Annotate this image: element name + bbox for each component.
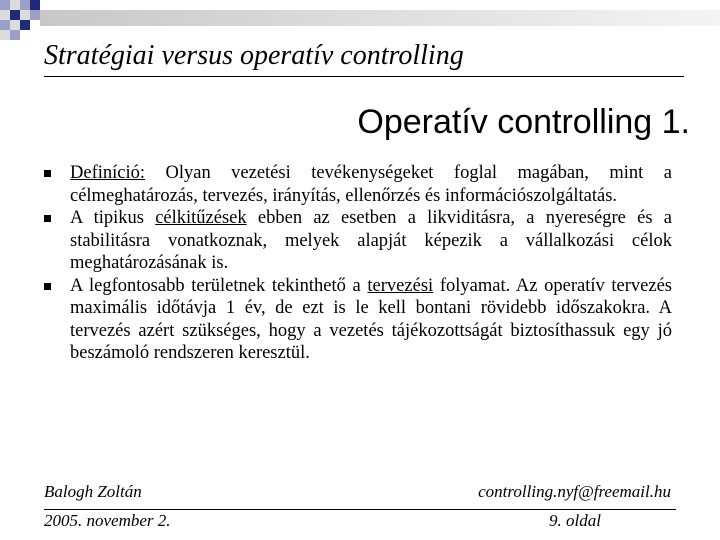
bullet-list [44, 162, 672, 365]
footer-date: 2005. november 2. [44, 511, 171, 530]
objectives-text-end: ebben az esetben a likviditásra, a nyereségre és a stabilitásra vonatkoznak, melyek alapját képezik a vállalkozási célok meghatározásának is. [70, 208, 672, 273]
definition-text: Olyan vezetési tevékenységeket foglal magában, mint a célmeghatározás, tervezés, irányítás, ellenőrzés és információszolgáltatás. [70, 163, 672, 206]
footer-page-number: 9. oldal [549, 511, 601, 530]
planning-keyword: tervezési [367, 275, 434, 296]
section-subtitle: Operatív controlling 1. [357, 103, 690, 141]
square-bullet-icon [44, 215, 51, 222]
footer-author: Balogh Zoltán [44, 482, 142, 501]
objectives-text-start: A tipikus [70, 208, 156, 228]
footer-email: controlling.nyf@freemail.hu [478, 482, 671, 501]
bullet-item-objectives [44, 207, 672, 275]
objectives-keyword: célkitűzések [155, 208, 247, 228]
bullet-item-definition [44, 162, 672, 207]
square-bullet-icon [44, 283, 51, 290]
planning-text-end: folyamat. Az operatív tervezés maximális időtávja 1 év, de ezt is le kell bontani rövidebb időszakokra. A tervezés azért szükséges, hogy a vezetés tájékozottságát biztosíthassuk egy jó beszámoló rendszeren keresztül. [70, 275, 672, 363]
square-bullet-icon [44, 170, 51, 177]
decorative-checker-pattern [0, 0, 720, 40]
title-divider [44, 76, 684, 77]
slide-title: Stratégiai versus operatív controlling [44, 40, 464, 71]
footer-divider [44, 509, 676, 510]
bullet-item-planning [44, 275, 672, 365]
planning-text-start: A legfontosabb területnek tekinthető a [70, 275, 368, 296]
definition-label: Definíció: [70, 163, 146, 183]
